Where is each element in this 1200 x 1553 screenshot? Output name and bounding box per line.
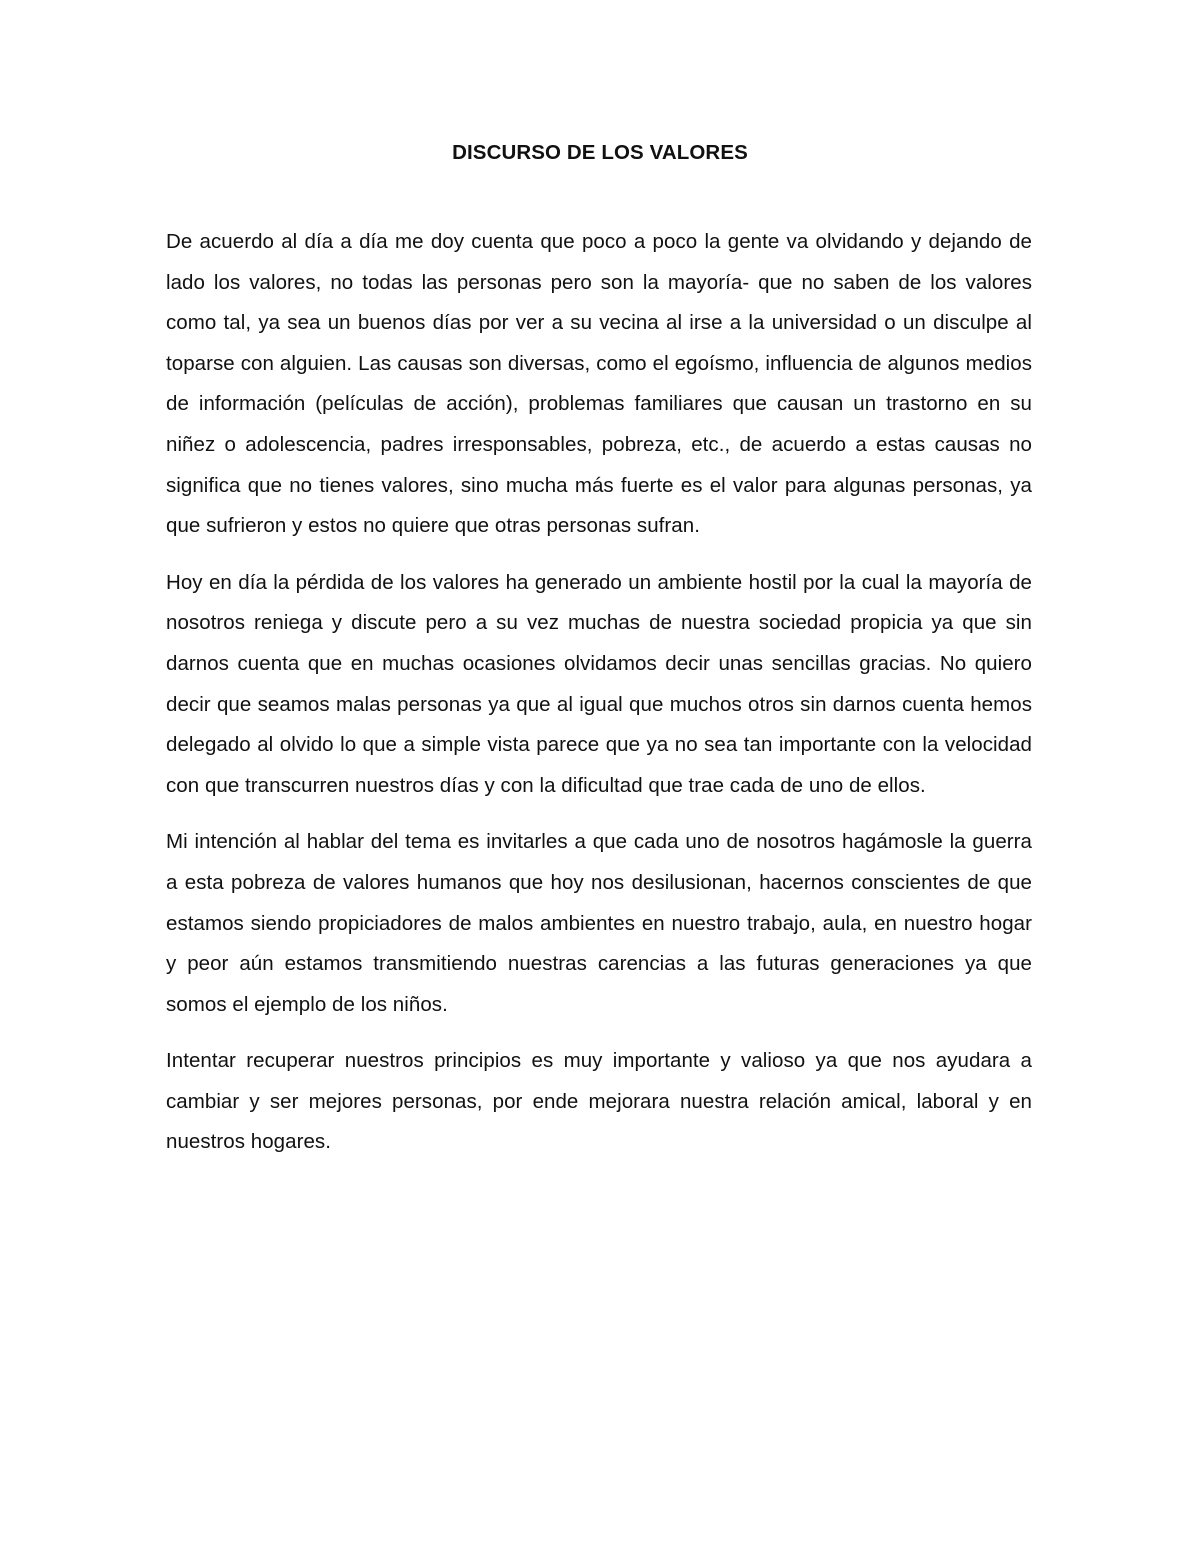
paragraph-1: De acuerdo al día a día me doy cuenta que poco a poco la gente va olvidando y dejando de lado los valores, no todas las personas pero son la mayoría- que no saben de los valores como tal, ya sea un buenos días por ver a su vecina al irse a la universidad o un disculpe al toparse con alguien. Las causas son diversas, como el egoísmo, influencia de algunos medios de información (películas de acción), problemas familiares que causan un trastorno en su niñez o adolescencia, padres irresponsables, pobreza, etc., de acuerdo a estas causas no significa que no tienes valores, sino mucha más fuerte es el valor para algunas personas, ya que sufrieron y estos no quiere que otras personas sufran.: [166, 230, 1032, 538]
paragraph-4: Intentar recuperar nuestros principios es muy importante y valioso ya que nos ayudara a cambiar y ser mejores personas, por ende mejorara nuestra relación amical, laboral y en nuestros hogares.: [166, 1049, 1032, 1154]
document-title: DISCURSO DE LOS VALORES: [452, 141, 748, 164]
paragraph-3: Mi intención al hablar del tema es invitarles a que cada uno de nosotros hagámosle la guerra a esta pobreza de valores humanos que hoy nos desilusionan, hacernos conscientes de que estamos siendo propiciadores de malos ambientes en nuestro trabajo, aula, en nuestro hogar y peor aún estamos transmitiendo nuestras carencias a las futuras generaciones ya que somos el ejemplo de los niños.: [166, 830, 1032, 1016]
paragraph-2: Hoy en día la pérdida de los valores ha generado un ambiente hostil por la cual la mayoría de nosotros reniega y discute pero a su vez muchas de nuestra sociedad propicia ya que sin darnos cuenta que en muchas ocasiones olvidamos decir unas sencillas gracias. No quiero decir que seamos malas personas ya que al igual que muchos otros sin darnos cuenta hemos delegado al olvido lo que a simple vista parece que ya no sea tan importante con la velocidad con que transcurren nuestros días y con la dificultad que trae cada de uno de ellos.: [166, 570, 1032, 797]
document-body: [166, 222, 1032, 1179]
